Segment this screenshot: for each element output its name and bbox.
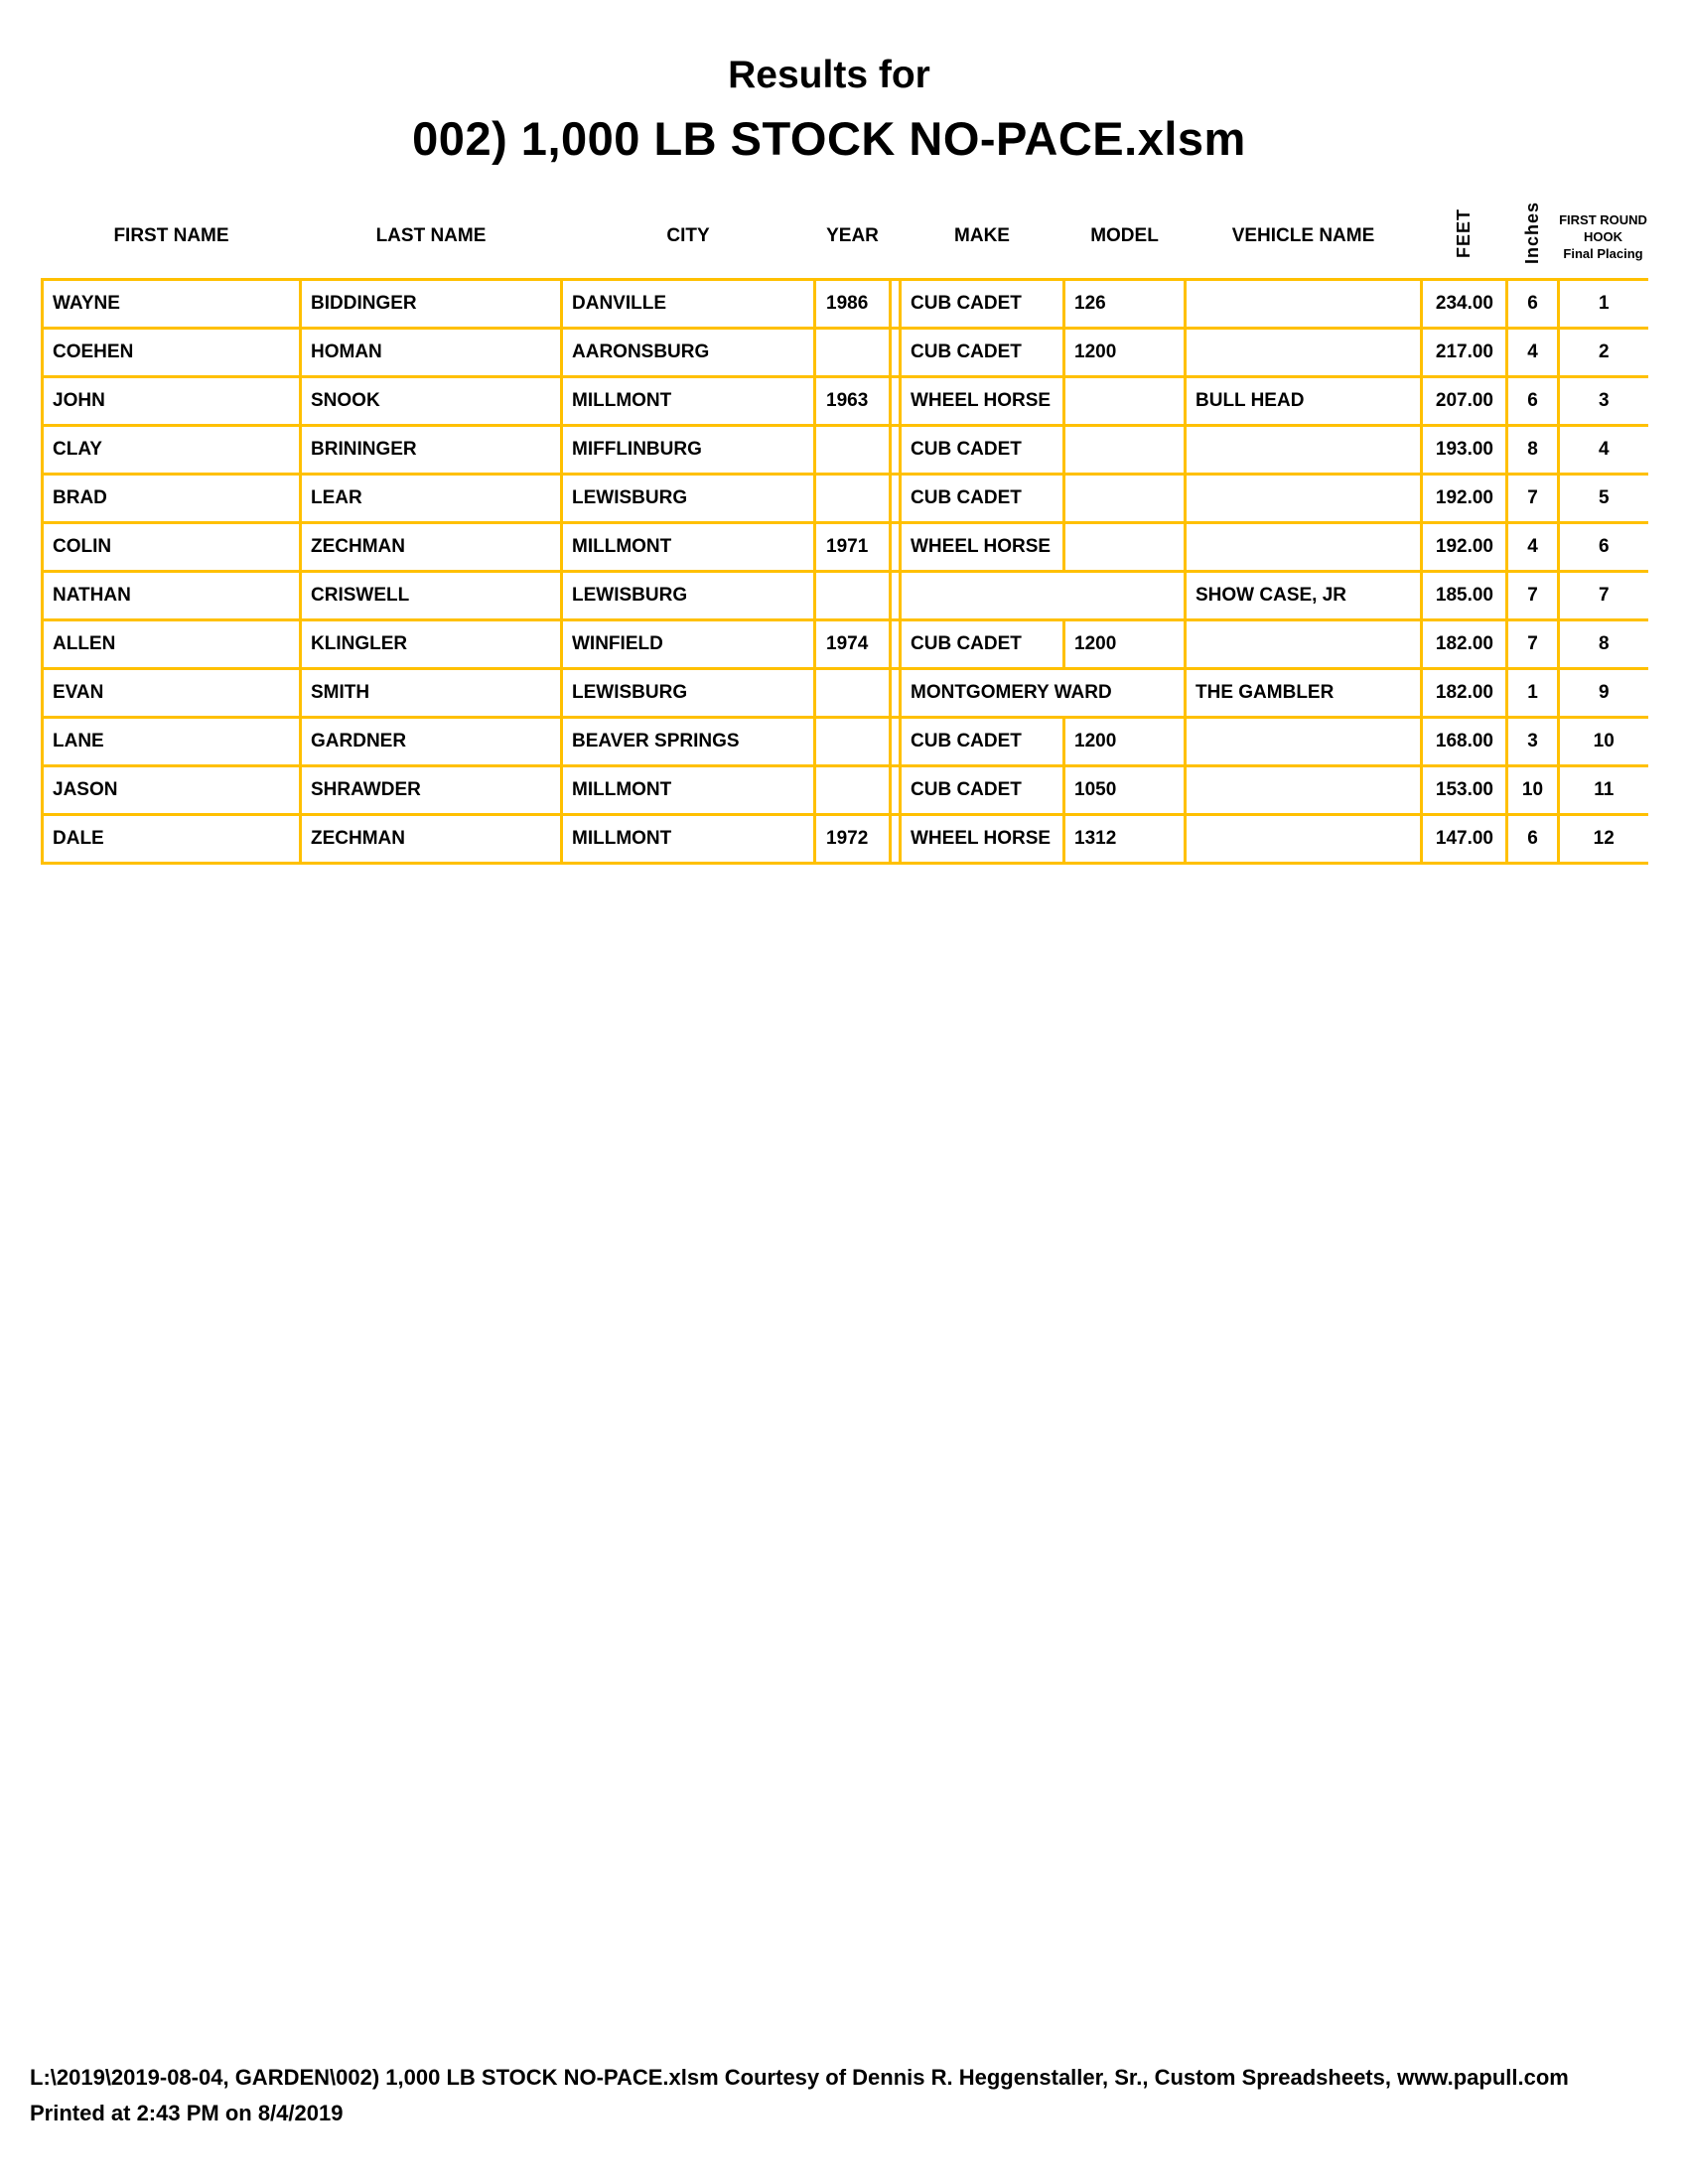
cell-placing: 12 bbox=[1559, 815, 1648, 864]
cell-spacer bbox=[891, 669, 901, 718]
results-table-body bbox=[43, 280, 1648, 864]
cell-city: AARONSBURG bbox=[562, 329, 815, 377]
table-row bbox=[43, 475, 1648, 523]
cell-feet: 153.00 bbox=[1422, 766, 1507, 815]
cell-year bbox=[815, 426, 891, 475]
placing-header-line1: FIRST ROUND bbox=[1559, 211, 1647, 227]
cell-model: 1200 bbox=[1064, 718, 1186, 766]
cell-city: WINFIELD bbox=[562, 620, 815, 669]
cell-inches: 3 bbox=[1507, 718, 1559, 766]
cell-first-name: ALLEN bbox=[43, 620, 301, 669]
cell-inches: 4 bbox=[1507, 523, 1559, 572]
placing-header-line3: Final Placing bbox=[1563, 245, 1643, 261]
cell-make: CUB CADET bbox=[901, 766, 1064, 815]
cell-city: LEWISBURG bbox=[562, 669, 815, 718]
cell-make: CUB CADET bbox=[901, 280, 1064, 329]
cell-city: MIFFLINBURG bbox=[562, 426, 815, 475]
table-row bbox=[43, 669, 1648, 718]
results-table bbox=[41, 195, 1648, 865]
cell-inches: 4 bbox=[1507, 329, 1559, 377]
table-row bbox=[43, 329, 1648, 377]
table-row bbox=[43, 572, 1648, 620]
cell-last-name: SMITH bbox=[301, 669, 562, 718]
column-header-city: CITY bbox=[666, 225, 710, 246]
cell-vehicle-name bbox=[1186, 475, 1422, 523]
cell-feet: 185.00 bbox=[1422, 572, 1507, 620]
cell-inches: 7 bbox=[1507, 475, 1559, 523]
cell-model: 126 bbox=[1064, 280, 1186, 329]
cell-year bbox=[815, 718, 891, 766]
cell-spacer bbox=[891, 426, 901, 475]
cell-year: 1972 bbox=[815, 815, 891, 864]
cell-year bbox=[815, 329, 891, 377]
cell-last-name: GARDNER bbox=[301, 718, 562, 766]
cell-model: 1050 bbox=[1064, 766, 1186, 815]
cell-placing: 11 bbox=[1559, 766, 1648, 815]
cell-last-name: ZECHMAN bbox=[301, 815, 562, 864]
cell-first-name: LANE bbox=[43, 718, 301, 766]
column-header-placing bbox=[1559, 195, 1648, 280]
cell-make: CUB CADET bbox=[901, 426, 1064, 475]
cell-city: DANVILLE bbox=[562, 280, 815, 329]
cell-vehicle-name bbox=[1186, 620, 1422, 669]
column-header-inches-label: Inches bbox=[1522, 202, 1542, 265]
cell-inches: 7 bbox=[1507, 572, 1559, 620]
cell-last-name: ZECHMAN bbox=[301, 523, 562, 572]
cell-inches: 6 bbox=[1507, 815, 1559, 864]
table-row bbox=[43, 523, 1648, 572]
page-title-line1: Results for bbox=[728, 54, 930, 96]
column-header-feet-label: FEET bbox=[1454, 207, 1474, 258]
cell-feet: 147.00 bbox=[1422, 815, 1507, 864]
cell-last-name: SHRAWDER bbox=[301, 766, 562, 815]
table-row bbox=[43, 426, 1648, 475]
cell-first-name: CLAY bbox=[43, 426, 301, 475]
cell-last-name: KLINGLER bbox=[301, 620, 562, 669]
cell-model: 1200 bbox=[1064, 620, 1186, 669]
cell-placing: 6 bbox=[1559, 523, 1648, 572]
column-header-model: MODEL bbox=[1090, 225, 1159, 246]
cell-spacer bbox=[891, 620, 901, 669]
column-header-make: MAKE bbox=[954, 225, 1010, 246]
cell-model bbox=[1064, 426, 1186, 475]
cell-spacer bbox=[891, 766, 901, 815]
cell-vehicle-name bbox=[1186, 426, 1422, 475]
cell-vehicle-name bbox=[1186, 766, 1422, 815]
cell-year: 1963 bbox=[815, 377, 891, 426]
table-row bbox=[43, 815, 1648, 864]
cell-year bbox=[815, 669, 891, 718]
cell-vehicle-name bbox=[1186, 718, 1422, 766]
cell-city: MILLMONT bbox=[562, 377, 815, 426]
footer-file-path: L:\2019\2019-08-04, GARDEN\002) 1,000 LB STOCK NO-PACE.xlsm Courtesy of Dennis R. Heggenstaller, Sr., Custom Spreadsheets, www.papull.com bbox=[30, 2065, 1569, 2090]
cell-year: 1974 bbox=[815, 620, 891, 669]
table-row bbox=[43, 377, 1648, 426]
cell-make: WHEEL HORSE bbox=[901, 815, 1064, 864]
cell-feet: 234.00 bbox=[1422, 280, 1507, 329]
page-title-line2: 002) 1,000 LB STOCK NO-PACE.xlsm bbox=[412, 112, 1246, 165]
cell-first-name: COLIN bbox=[43, 523, 301, 572]
column-header-inches bbox=[1507, 195, 1559, 280]
cell-last-name: SNOOK bbox=[301, 377, 562, 426]
cell-make: CUB CADET bbox=[901, 329, 1064, 377]
cell-placing: 10 bbox=[1559, 718, 1648, 766]
cell-year: 1971 bbox=[815, 523, 891, 572]
cell-inches: 10 bbox=[1507, 766, 1559, 815]
cell-last-name: LEAR bbox=[301, 475, 562, 523]
cell-model bbox=[1064, 523, 1186, 572]
cell-inches: 6 bbox=[1507, 280, 1559, 329]
cell-year bbox=[815, 475, 891, 523]
cell-first-name: JASON bbox=[43, 766, 301, 815]
cell-vehicle-name bbox=[1186, 280, 1422, 329]
cell-vehicle-name: BULL HEAD bbox=[1186, 377, 1422, 426]
cell-vehicle-name bbox=[1186, 329, 1422, 377]
cell-first-name: BRAD bbox=[43, 475, 301, 523]
cell-vehicle-name: SHOW CASE, JR bbox=[1186, 572, 1422, 620]
cell-feet: 207.00 bbox=[1422, 377, 1507, 426]
cell-model: 1312 bbox=[1064, 815, 1186, 864]
cell-inches: 7 bbox=[1507, 620, 1559, 669]
cell-inches: 6 bbox=[1507, 377, 1559, 426]
table-row bbox=[43, 280, 1648, 329]
cell-placing: 2 bbox=[1559, 329, 1648, 377]
cell-spacer bbox=[891, 718, 901, 766]
cell-make: WHEEL HORSE bbox=[901, 377, 1064, 426]
cell-placing: 8 bbox=[1559, 620, 1648, 669]
cell-feet: 217.00 bbox=[1422, 329, 1507, 377]
column-header-year: YEAR bbox=[826, 225, 879, 246]
cell-feet: 192.00 bbox=[1422, 523, 1507, 572]
cell-year bbox=[815, 766, 891, 815]
cell-spacer bbox=[891, 815, 901, 864]
cell-model: 1200 bbox=[1064, 329, 1186, 377]
cell-vehicle-name bbox=[1186, 815, 1422, 864]
cell-spacer bbox=[891, 280, 901, 329]
cell-last-name: HOMAN bbox=[301, 329, 562, 377]
results-table-header bbox=[43, 195, 1648, 280]
cell-city: MILLMONT bbox=[562, 523, 815, 572]
cell-spacer bbox=[891, 329, 901, 377]
cell-model bbox=[1064, 475, 1186, 523]
cell-city: BEAVER SPRINGS bbox=[562, 718, 815, 766]
cell-feet: 168.00 bbox=[1422, 718, 1507, 766]
cell-last-name: BRININGER bbox=[301, 426, 562, 475]
placing-header-line2: HOOK bbox=[1584, 228, 1622, 244]
column-header-feet bbox=[1422, 195, 1507, 280]
cell-spacer bbox=[891, 523, 901, 572]
cell-spacer bbox=[891, 572, 901, 620]
table-row bbox=[43, 620, 1648, 669]
cell-placing: 3 bbox=[1559, 377, 1648, 426]
cell-feet: 193.00 bbox=[1422, 426, 1507, 475]
column-header-spacer bbox=[891, 195, 901, 280]
cell-make: CUB CADET bbox=[901, 620, 1064, 669]
cell-make: WHEEL HORSE bbox=[901, 523, 1064, 572]
cell-model bbox=[1064, 377, 1186, 426]
cell-last-name: BIDDINGER bbox=[301, 280, 562, 329]
cell-first-name: WAYNE bbox=[43, 280, 301, 329]
cell-last-name: CRISWELL bbox=[301, 572, 562, 620]
cell-placing: 5 bbox=[1559, 475, 1648, 523]
cell-feet: 182.00 bbox=[1422, 669, 1507, 718]
column-header-last-name: LAST NAME bbox=[375, 225, 487, 246]
table-row bbox=[43, 718, 1648, 766]
cell-year: 1986 bbox=[815, 280, 891, 329]
cell-placing: 9 bbox=[1559, 669, 1648, 718]
cell-make: CUB CADET bbox=[901, 475, 1064, 523]
cell-city: LEWISBURG bbox=[562, 572, 815, 620]
cell-city: MILLMONT bbox=[562, 766, 815, 815]
cell-feet: 182.00 bbox=[1422, 620, 1507, 669]
footer-printed-timestamp: Printed at 2:43 PM on 8/4/2019 bbox=[30, 2101, 344, 2125]
cell-inches: 8 bbox=[1507, 426, 1559, 475]
cell-city: MILLMONT bbox=[562, 815, 815, 864]
cell-first-name: DALE bbox=[43, 815, 301, 864]
cell-vehicle-name bbox=[1186, 523, 1422, 572]
cell-make bbox=[901, 572, 1186, 620]
cell-placing: 1 bbox=[1559, 280, 1648, 329]
column-header-vehicle-name: VEHICLE NAME bbox=[1231, 225, 1375, 246]
cell-placing: 7 bbox=[1559, 572, 1648, 620]
cell-first-name: EVAN bbox=[43, 669, 301, 718]
cell-spacer bbox=[891, 377, 901, 426]
cell-feet: 192.00 bbox=[1422, 475, 1507, 523]
cell-spacer bbox=[891, 475, 901, 523]
cell-year bbox=[815, 572, 891, 620]
cell-first-name: COEHEN bbox=[43, 329, 301, 377]
cell-inches: 1 bbox=[1507, 669, 1559, 718]
cell-make: MONTGOMERY WARD bbox=[901, 669, 1186, 718]
cell-first-name: JOHN bbox=[43, 377, 301, 426]
cell-placing: 4 bbox=[1559, 426, 1648, 475]
column-header-first-name: FIRST NAME bbox=[113, 225, 229, 246]
table-row bbox=[43, 766, 1648, 815]
cell-city: LEWISBURG bbox=[562, 475, 815, 523]
cell-make: CUB CADET bbox=[901, 718, 1064, 766]
cell-first-name: NATHAN bbox=[43, 572, 301, 620]
cell-vehicle-name: THE GAMBLER bbox=[1186, 669, 1422, 718]
